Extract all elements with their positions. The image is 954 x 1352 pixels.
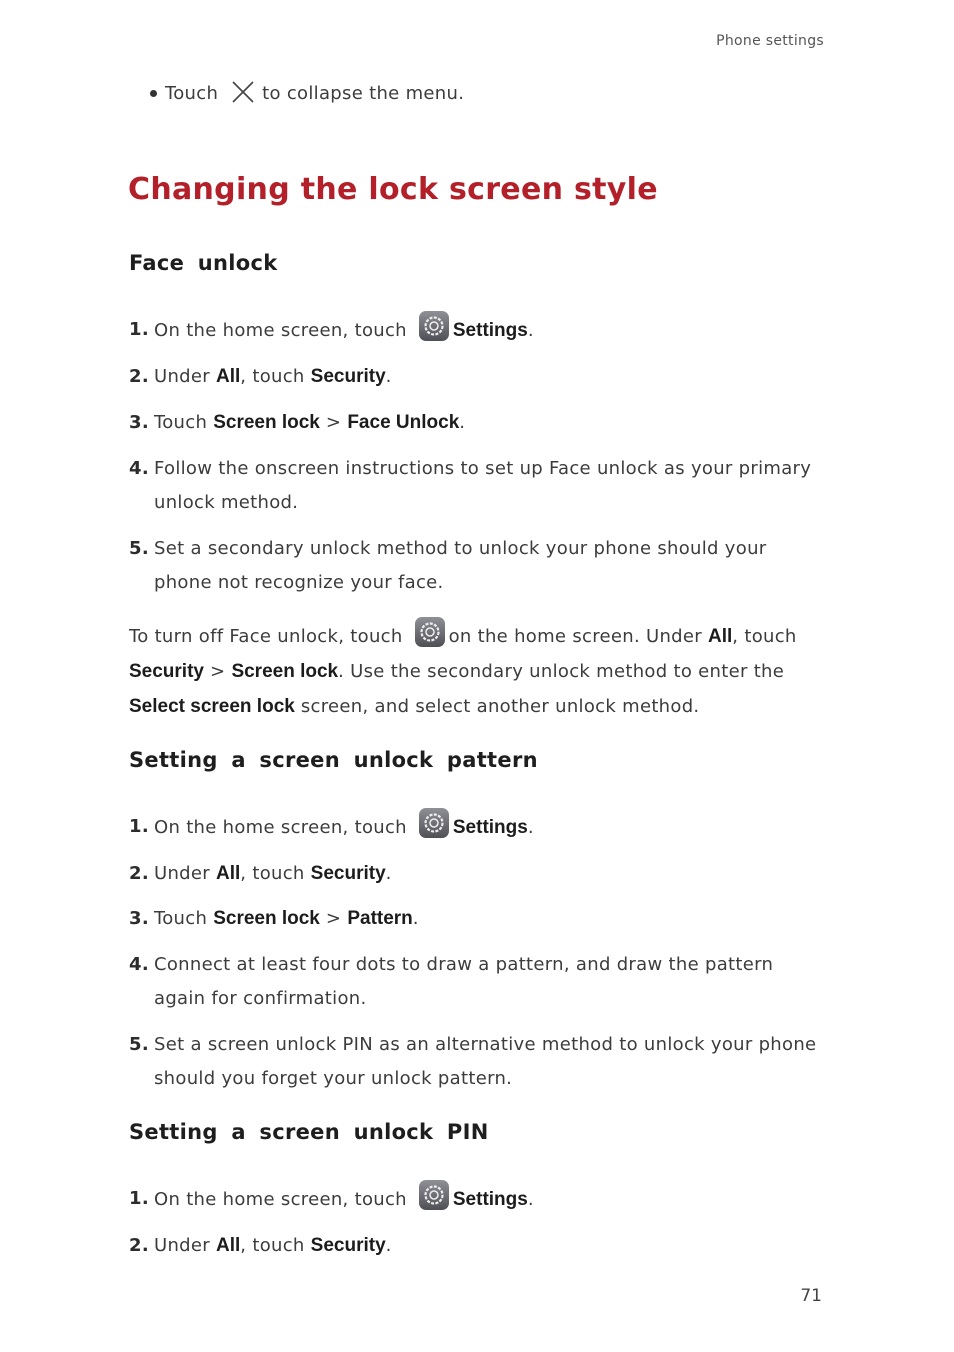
step-number: 2. xyxy=(129,863,149,884)
security-label: Security xyxy=(310,366,386,387)
face-step-1 xyxy=(129,313,819,348)
face-step-4 xyxy=(129,452,819,520)
step-text: Follow the onscreen instructions to set up Face unlock as your primary unlock method. xyxy=(154,458,812,513)
step-text: Under xyxy=(154,863,210,884)
select-screen-lock-label: Select screen lock xyxy=(129,696,295,717)
step-text: , touch xyxy=(240,863,305,884)
step-text: Under xyxy=(154,1235,210,1256)
face-unlock-note xyxy=(129,619,829,724)
step-text: Touch xyxy=(154,908,208,929)
settings-gear-icon xyxy=(419,1180,449,1210)
step-number: 5. xyxy=(129,538,149,559)
note-text: . Use the secondary unlock method to enter the xyxy=(338,661,785,682)
face-step-5 xyxy=(129,532,819,600)
all-label: All xyxy=(216,863,241,884)
note-text: , touch xyxy=(732,626,797,647)
step-number: 2. xyxy=(129,366,149,387)
punctuation: . xyxy=(527,320,534,341)
separator: > xyxy=(325,908,342,929)
pattern-step-3 xyxy=(129,902,819,936)
punctuation: . xyxy=(385,1235,392,1256)
section-heading-pattern: Setting a screen unlock pattern xyxy=(129,748,538,772)
all-label: All xyxy=(708,626,733,647)
step-text: On the home screen, touch xyxy=(154,320,407,341)
screen-lock-label: Screen lock xyxy=(213,908,320,929)
punctuation: . xyxy=(412,908,419,929)
screen-lock-label: Screen lock xyxy=(231,661,339,682)
step-text: On the home screen, touch xyxy=(154,1189,407,1210)
settings-label: Settings xyxy=(452,1189,528,1210)
step-text: Connect at least four dots to draw a pattern, and draw the pattern again for confirmation. xyxy=(154,954,774,1009)
pattern-label: Pattern xyxy=(347,908,413,929)
running-header: Phone settings xyxy=(716,33,824,49)
bullet-dot xyxy=(150,90,157,97)
punctuation: . xyxy=(527,817,534,838)
pin-step-1 xyxy=(129,1182,819,1217)
note-text: on the home screen. Under xyxy=(448,626,702,647)
step-number: 4. xyxy=(129,458,149,479)
punctuation: . xyxy=(385,863,392,884)
pattern-step-4 xyxy=(129,948,819,1016)
collapse-menu-bullet xyxy=(150,80,464,106)
step-number: 1. xyxy=(129,816,149,837)
punctuation: . xyxy=(459,412,466,433)
page-number: 71 xyxy=(800,1286,822,1306)
step-text: , touch xyxy=(240,1235,305,1256)
section-heading-face-unlock: Face unlock xyxy=(129,251,278,275)
close-icon xyxy=(230,79,256,105)
step-text: Set a screen unlock PIN as an alternative method to unlock your phone should you forget your unlock pattern. xyxy=(154,1034,817,1089)
step-number: 2. xyxy=(129,1235,149,1256)
step-number: 1. xyxy=(129,319,149,340)
section-heading-pin: Setting a screen unlock PIN xyxy=(129,1120,489,1144)
pattern-step-1 xyxy=(129,810,819,845)
settings-gear-icon xyxy=(419,311,449,341)
punctuation: . xyxy=(527,1189,534,1210)
step-text: , touch xyxy=(240,366,305,387)
settings-gear-icon xyxy=(415,617,445,647)
settings-gear-icon xyxy=(419,808,449,838)
bullet-suffix: to collapse the menu. xyxy=(262,82,465,104)
separator: > xyxy=(210,661,226,682)
screen-lock-label: Screen lock xyxy=(213,412,320,433)
all-label: All xyxy=(216,1235,241,1256)
settings-label: Settings xyxy=(452,817,528,838)
step-text: Touch xyxy=(154,412,208,433)
note-text: screen, and select another unlock method. xyxy=(300,696,700,717)
face-unlock-label: Face Unlock xyxy=(347,412,460,433)
page-title: Changing the lock screen style xyxy=(128,172,658,207)
step-text: Under xyxy=(154,366,210,387)
security-label: Security xyxy=(310,1235,386,1256)
pattern-step-5 xyxy=(129,1028,819,1096)
step-number: 5. xyxy=(129,1034,149,1055)
security-label: Security xyxy=(129,661,204,682)
step-text: Set a secondary unlock method to unlock your phone should your phone not recognize your face. xyxy=(154,538,767,593)
step-number: 3. xyxy=(129,908,149,929)
note-text: To turn off Face unlock, touch xyxy=(129,626,403,647)
step-number: 4. xyxy=(129,954,149,975)
step-text: On the home screen, touch xyxy=(154,817,407,838)
step-number: 3. xyxy=(129,412,149,433)
face-step-3 xyxy=(129,406,819,440)
security-label: Security xyxy=(310,863,386,884)
separator: > xyxy=(325,412,342,433)
pattern-step-2 xyxy=(129,857,819,891)
bullet-prefix: Touch xyxy=(165,82,219,104)
all-label: All xyxy=(216,366,241,387)
pin-step-2 xyxy=(129,1229,819,1263)
step-number: 1. xyxy=(129,1188,149,1209)
punctuation: . xyxy=(385,366,392,387)
face-step-2 xyxy=(129,360,819,394)
settings-label: Settings xyxy=(452,320,528,341)
